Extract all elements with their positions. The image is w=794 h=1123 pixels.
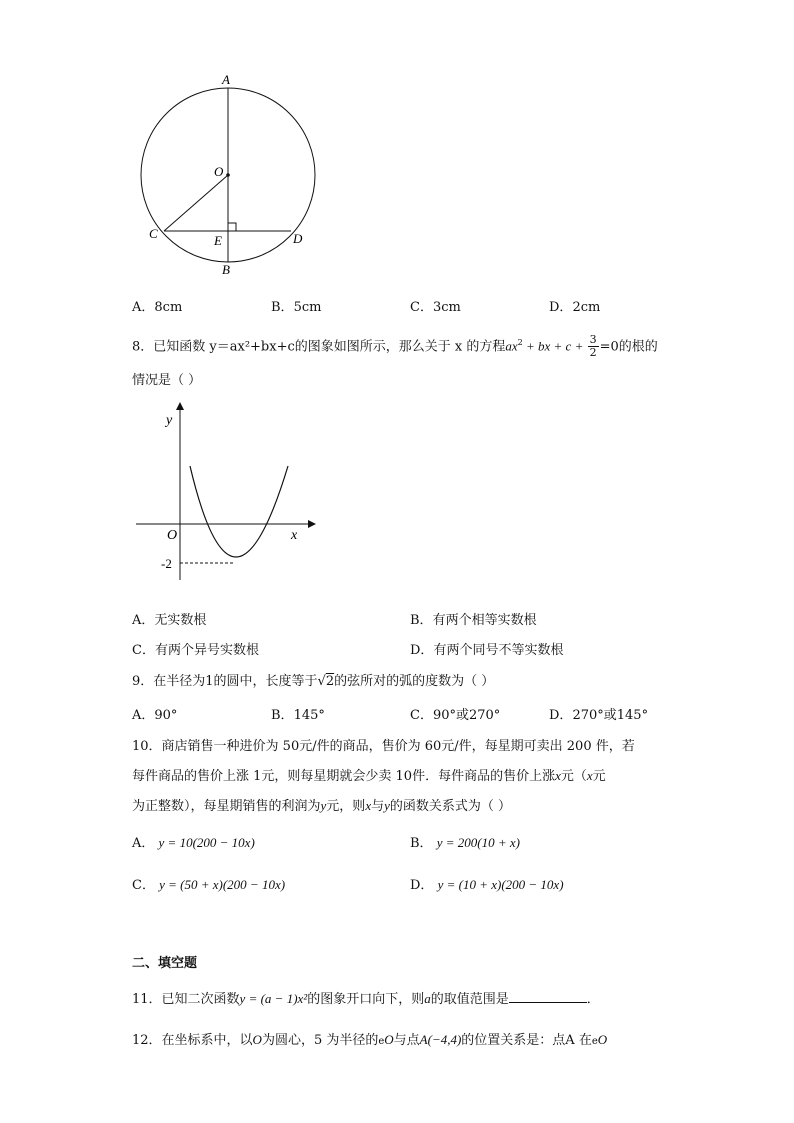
origin-label: O [167,528,178,543]
q8-option-a: A．无实数根 [132,613,207,628]
q8-stem-line2: 情况是（ ） [132,373,202,388]
q8-stem-line1: 8．已知函数 y＝ax²+bx+c的图象如图所示，那么关于 x 的方程$ax^2$ + bx + c + $\frac{3}{2}$ =0的根的 [132,333,658,360]
center-dot [226,173,230,177]
q7-option-a: A．8cm [132,300,183,315]
q7-option-d: D．2cm [549,300,601,315]
q9-option-b: B．145° [271,708,325,723]
q8-option-d: D．有两个同号不等实数根 [410,643,564,658]
section-title-fill-in: 二、填空题 [132,956,198,971]
right-angle-mark [228,223,236,231]
circle-figure [130,70,330,280]
label-c: C [149,226,158,241]
q12-stem: 12．在坐标系中，以O为圆心，5 为半径的eO与点A(−4,4)的位置关系是：点A 在eO [132,1032,608,1048]
q10-option-a: A． y = 10(200 − 10x) [132,835,255,851]
fraction-three-halves: $\frac{3}{2}$ [589,333,597,360]
q10-stem-line2: 每件商品的售价上涨 1元，则每星期就会少卖 10件．每件商品的售价上涨x元（x元 [132,768,606,784]
q10-option-c: C． y = (50 + x)(200 − 10x) [132,877,286,893]
q9-option-c: C．90°或270° [410,708,501,723]
label-e: E [214,233,222,248]
q7-option-c: C．3cm [410,300,461,315]
tick-label-minus2: -2 [161,556,172,571]
label-d: D [293,231,303,246]
label-o: O [214,164,224,179]
q8-option-c: C．有两个异号实数根 [132,643,259,658]
answer-blank[interactable] [509,990,587,1003]
radius-oc [164,175,228,231]
q10-option-b: B． y = 200(10 + x) [410,835,520,851]
parabola-curve [190,466,288,557]
q9-option-d: D．270°或145° [549,708,649,723]
q10-stem-line1: 10．商店销售一种进价为 50元/件的商品，售价为 60元/件，每星期可卖出 200 件，若 [132,739,635,754]
sqrt-two: √2 [317,674,335,689]
q7-option-b: B．5cm [271,300,322,315]
q10-option-d: D． y = (10 + x)(200 − 10x) [410,877,564,893]
label-a: A [222,72,230,87]
q9-option-a: A．90° [132,708,178,723]
label-b: B [222,262,230,277]
parabola-graph [130,400,320,595]
q10-stem-line3: 为正整数），每星期销售的利润为y元，则x与y的函数关系式为（ ） [132,798,512,814]
q8-option-b: B．有两个相等实数根 [410,613,537,628]
axis-label-x: x [291,528,298,543]
q9-stem: 9．在半径为1的圆中，长度等于√2的弦所对的弧的度数为（ ） [132,674,495,689]
q11-stem: 11．已知二次函数y = (a − 1)x²的图象开口向下，则a的取值范围是 ． [132,991,600,1007]
axis-label-y: y [166,413,173,428]
